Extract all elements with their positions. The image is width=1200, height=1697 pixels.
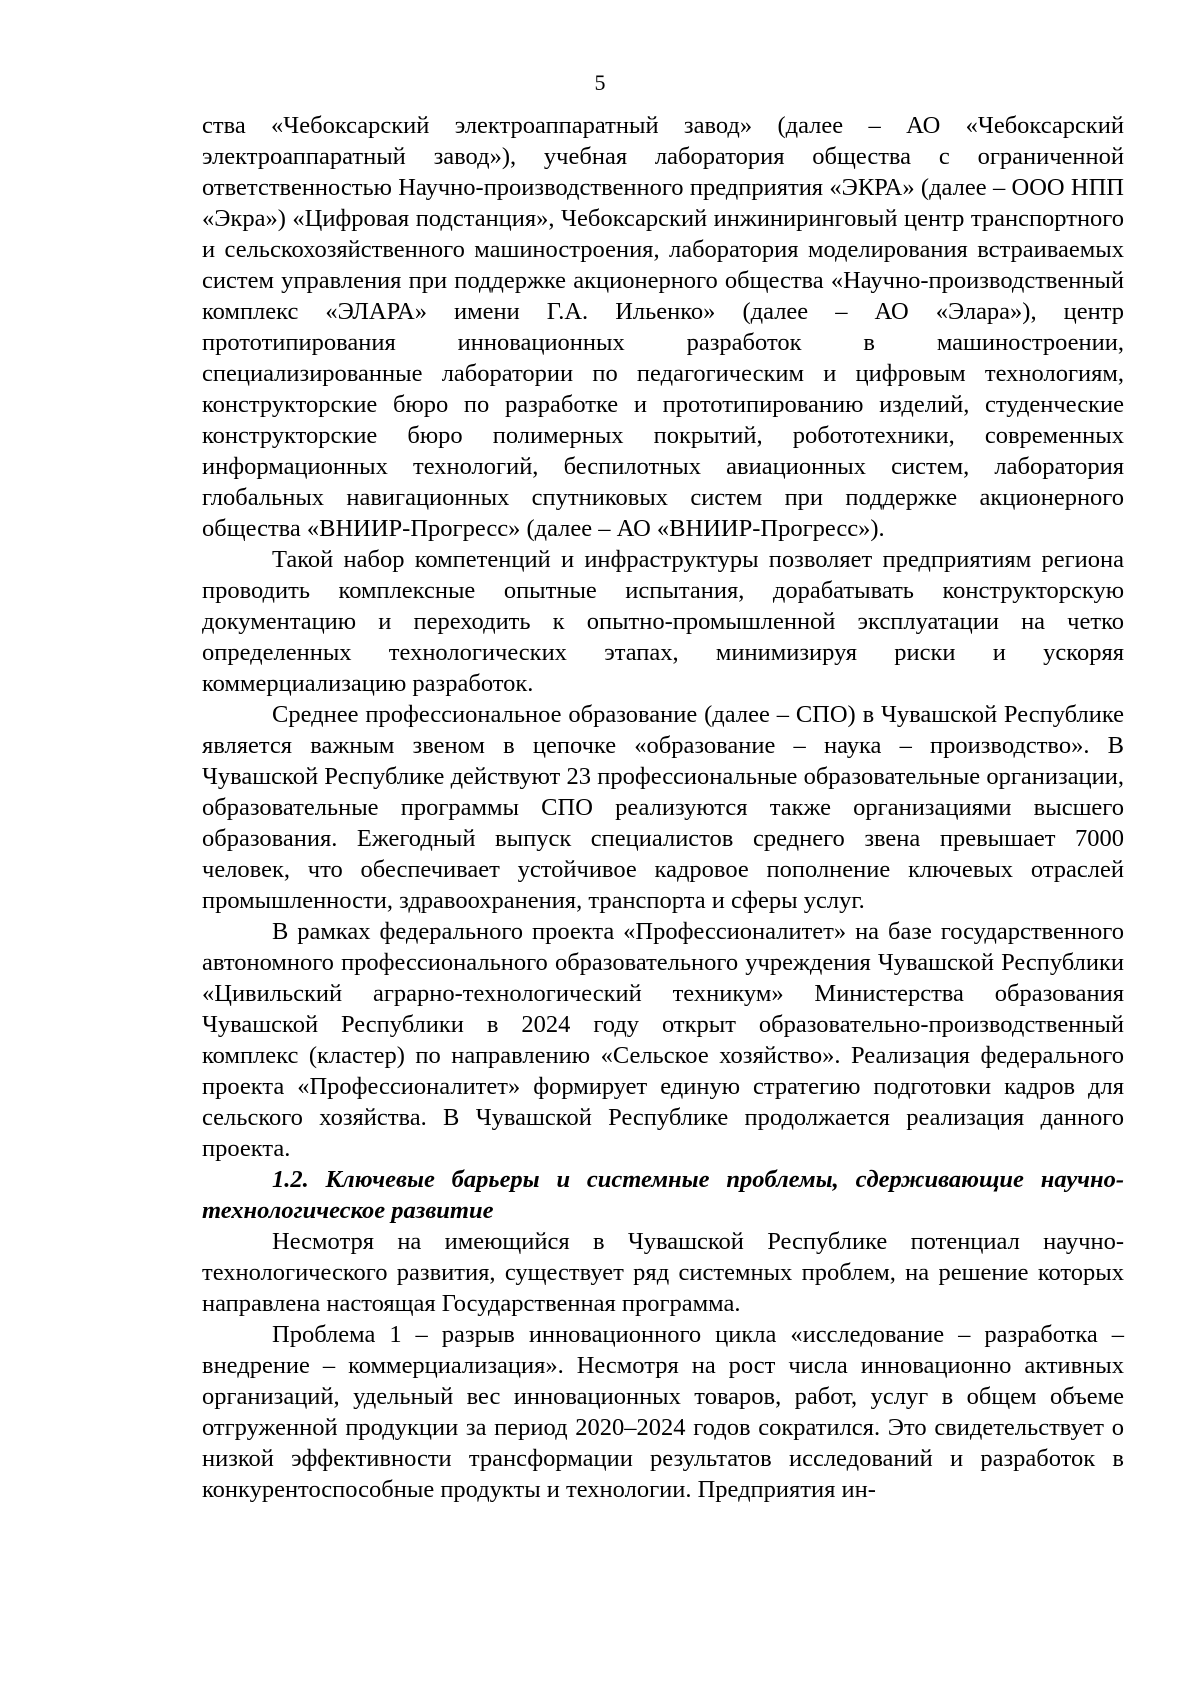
paragraph-spo: Среднее профессиональное образование (далее – СПО) в Чувашской Республике является важным звеном в цепочке «образование – наука – производство». В Чувашской Республике действуют 23 профессиональные образовательные организации, образовательные программы СПО реализуются также организациями высшего образования. Ежегодный выпуск специалистов среднего звена превышает 7000 человек, что обеспечивает устойчивое кадровое пополнение ключевых отраслей промышленности, здравоохранения, транспорта и сферы услуг.	[202, 701, 1124, 914]
paragraph-competencies: Такой набор компетенций и инфраструктуры позволяет предприятиям региона проводить комплексные опытные испытания, дорабатывать конструкторскую документацию и переходить к опытно-промышленной эксплуатации на четко определенных технологических этапах, минимизируя риски и ускоряя коммерциализацию разработок.	[202, 546, 1124, 697]
page-number: 5	[594, 70, 606, 95]
paragraph-problem-1: Проблема 1 – разрыв инновационного цикла «исследование – разработка – внедрение – коммерциализация». Несмотря на рост числа инновационно активных организаций, удельный вес инновационных товаров, работ, услуг в общем объеме отгруженной продукции за период 2020–2024 годов сократился. Это свидетельствует о низкой эффективности трансформации результатов исследований и разработок в конкурентоспособные продукты и технологии. Предприятия ин-	[202, 1321, 1124, 1503]
paragraph-barriers-intro: Несмотря на имеющийся в Чувашской Республике потенциал научно-технологического развития, существует ряд системных проблем, на решение которых направлена настоящая Государственная программа.	[202, 1228, 1124, 1317]
paragraph-continuation: ства «Чебоксарский электроаппаратный завод» (далее – АО «Чебоксарский электроаппаратный завод»), учебная лаборатория общества с ограниченной ответственностью Научно-производственного предприятия «ЭКРА» (далее – ООО НПП «Экра») «Цифровая подстанция», Чебоксарский инжиниринговый центр транспортного и сельскохозяйственного машиностроения, лаборатория моделирования встраиваемых систем управления при поддержке акционерного общества «Научно-производственный комплекс «ЭЛАРА» имени Г.А. Ильенко» (далее – АО «Элара»), центр прототипирования инновационных разработок в машиностроении, специализированные лаборатории по педагогическим и цифровым технологиям, конструкторские бюро по разработке и прототипированию изделий, студенческие конструкторские бюро полимерных покрытий, робототехники, современных информационных технологий, беспилотных авиационных систем, лаборатория глобальных навигационных спутниковых систем при поддержке акционерного общества «ВНИИР-Прогресс» (далее – АО «ВНИИР-Прогресс»).	[202, 112, 1124, 542]
document-body	[202, 110, 1124, 1505]
paragraph-professionalitet: В рамках федерального проекта «Профессионалитет» на базе государственного автономного профессионального образовательного учреждения Чувашской Республики «Цивильский аграрно-технологический техникум» Министерства образования Чувашской Республики в 2024 году открыт образовательно-производственный комплекс (кластер) по направлению «Сельское хозяйство». Реализация федерального проекта «Профессионалитет» формирует единую стратегию подготовки кадров для сельского хозяйства. В Чувашской Республике продолжается реализация данного проекта.	[202, 918, 1124, 1162]
section-heading: 1.2. Ключевые барьеры и системные проблемы, сдерживающие научно-технологическое развитие	[202, 1166, 1124, 1224]
